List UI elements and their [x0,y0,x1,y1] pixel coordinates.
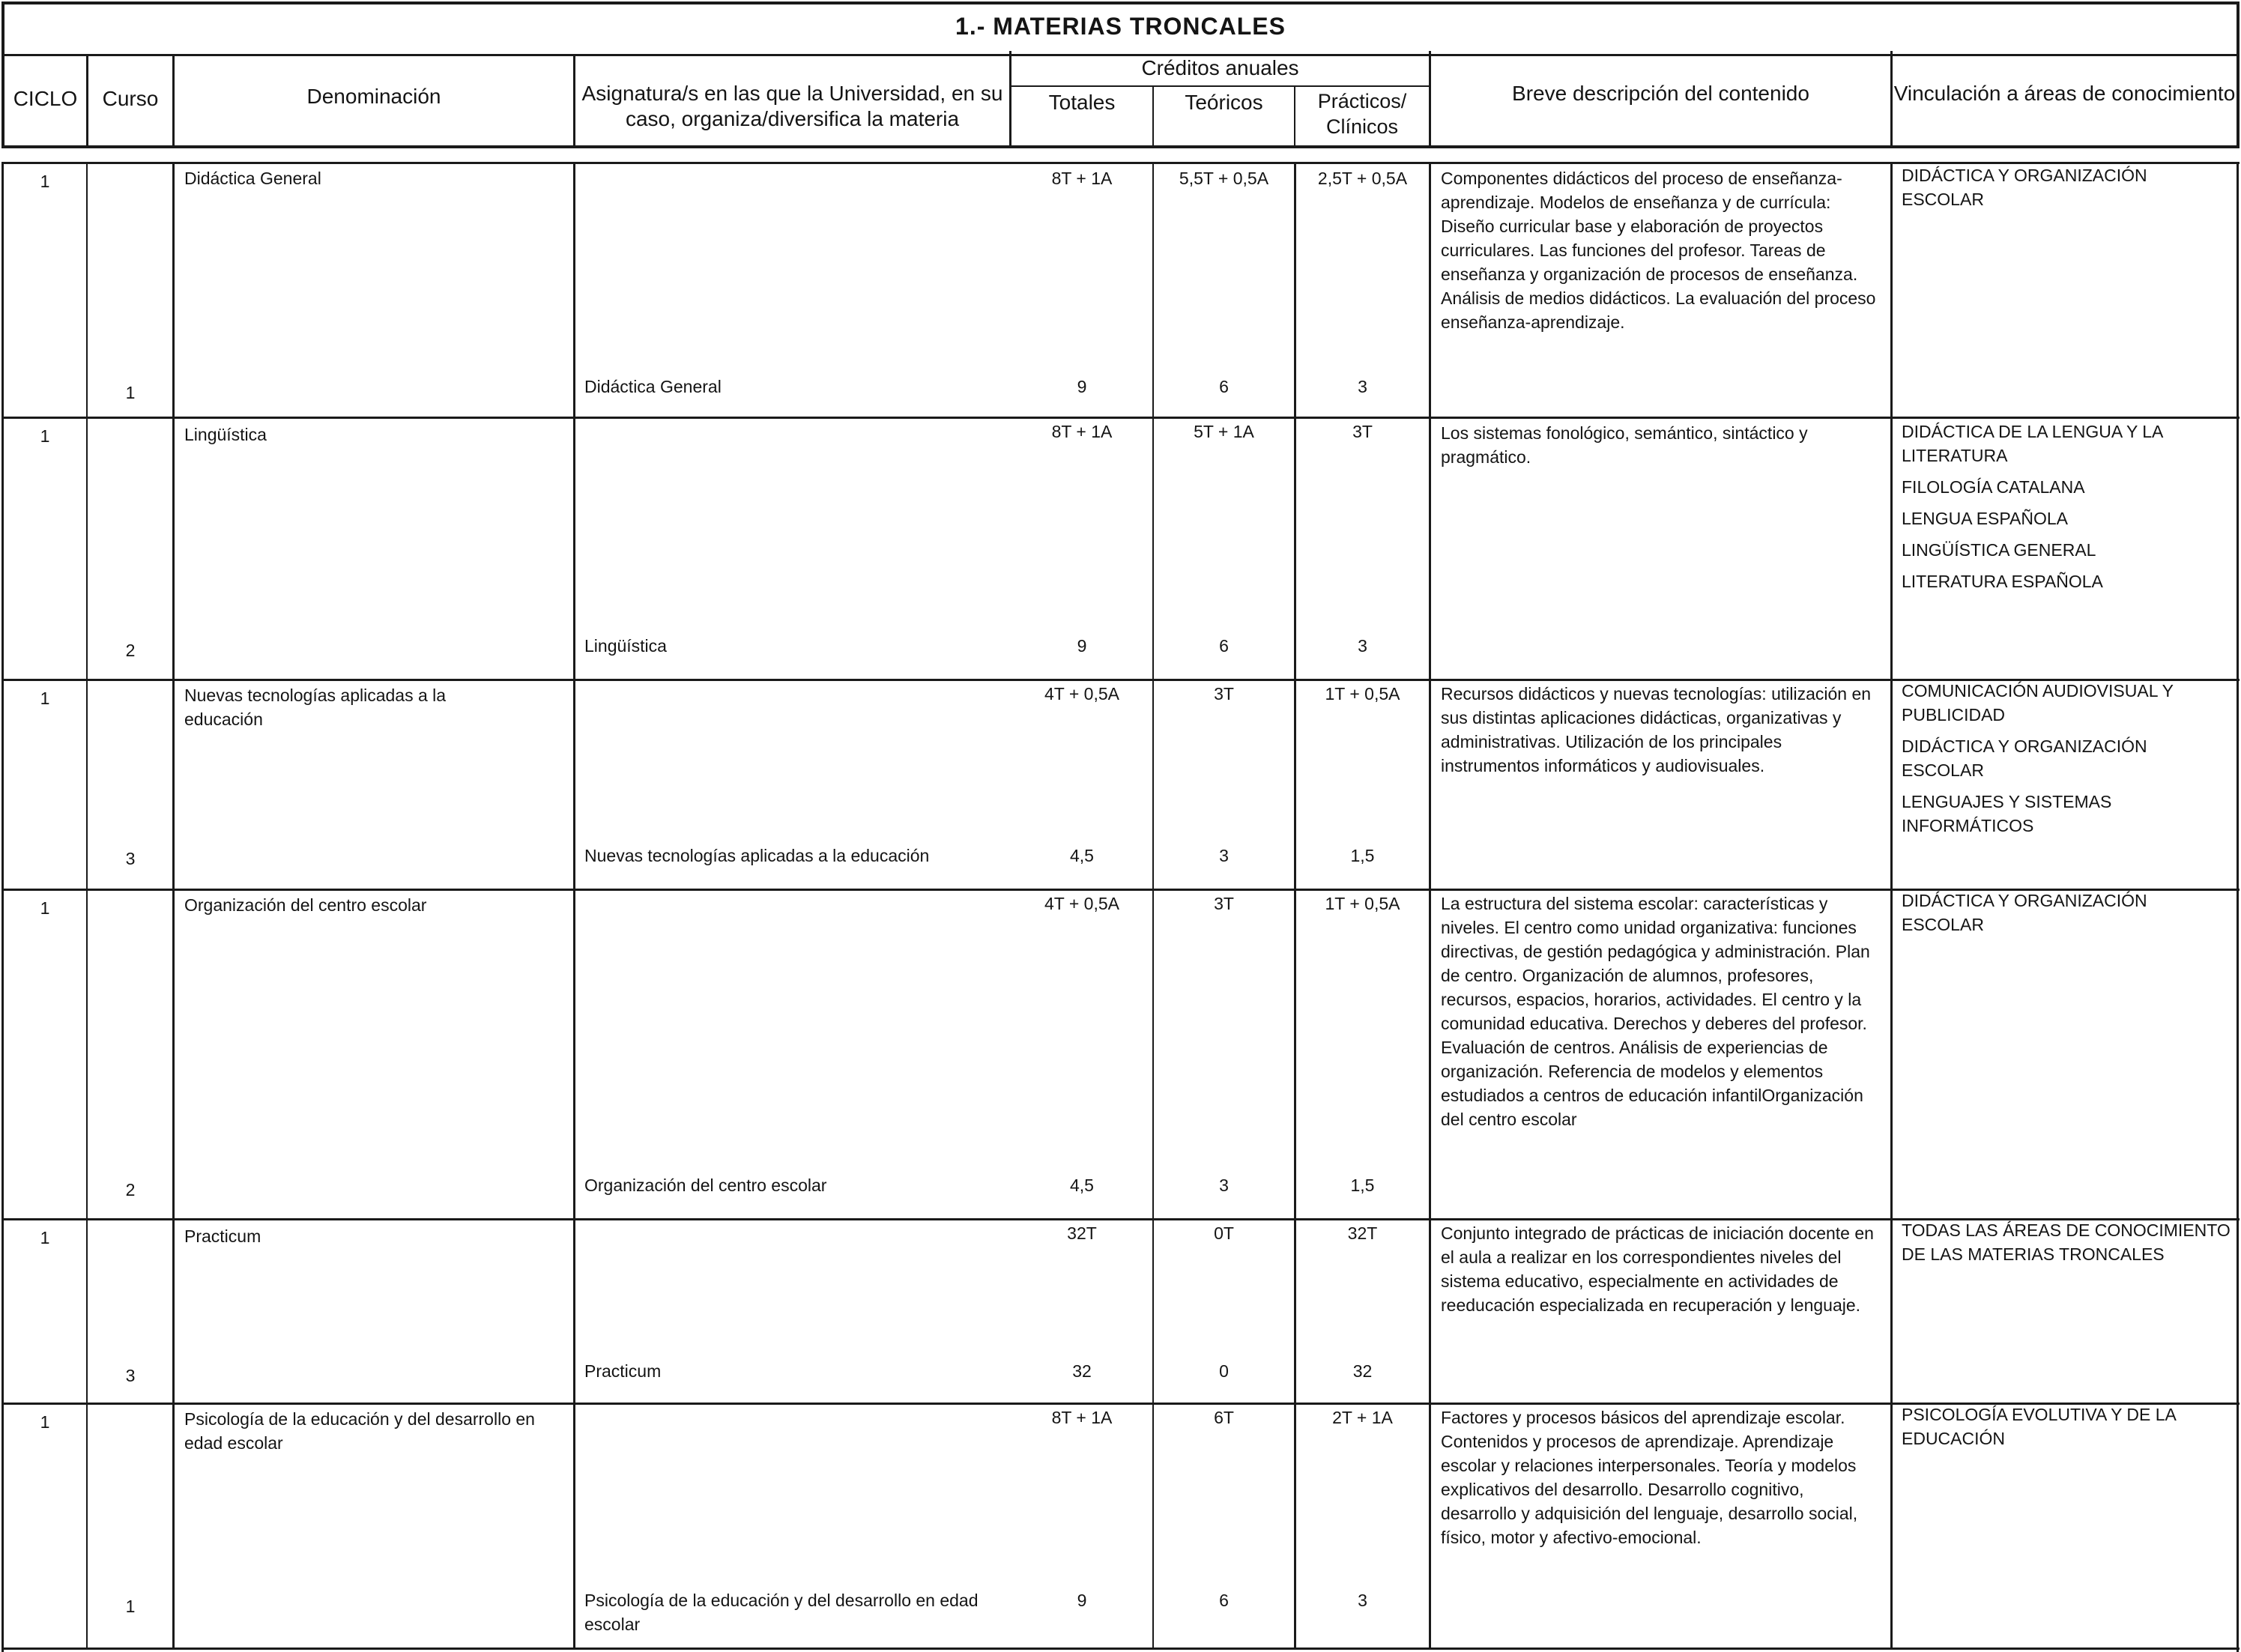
row-areas [1902,679,2231,845]
header-denominacion: Denominación [306,85,441,108]
header-ciclo: CICLO [13,87,78,110]
row-descripcion: Conjunto integrado de prácticas de iniciación docente en el aula a realizar en los correspondientes niveles del sistema educativo, especialmente en actividades de reeducación especializada en recuperación y lenguaje. [1441,1223,1874,1315]
row-asignatura: Organización del centro escolar [584,1176,827,1195]
row-practicos: 2,5T + 0,5A [1317,169,1408,188]
row-curso: 1 [125,1597,136,1616]
area-item: FILOLOGÍA CATALANA [1902,477,2085,497]
row-ciclo: 1 [40,1412,50,1432]
area-item: LENGUA ESPAÑOLA [1902,509,2068,528]
area-item: PSICOLOGÍA EVOLUTIVA Y DE LA EDUCACIÓN [1902,1405,2176,1448]
header-vinculacion: Vinculación a áreas de conocimiento [1893,82,2236,105]
row-denominacion: Psicología de la educación y del desarrollo en edad escolar [184,1409,535,1453]
row-cred-practicos: 3 [1358,636,1367,656]
row-cred-teoricos: 0 [1219,1361,1229,1381]
row-practicos: 2T + 1A [1332,1408,1393,1427]
row-descripcion: La estructura del sistema escolar: características y niveles. El centro como unidad organizativa: funciones directivas, de gestión pedagógica y administración. Plan de centro. Organización de alumnos, profesores, recursos, espacios, horarios, actividades. El centro y la comunidad educativa. Derechos y deberes del profesor. Evaluación de centros. Análisis de experiencias de organización. Referencia de modelos y elementos estudiados a centros de educación infantilOrganización del centro escolar [1441,894,1870,1129]
row-asignatura: Lingüística [584,636,667,656]
row-ciclo: 1 [40,689,50,708]
row-cred-practicos: 1,5 [1350,846,1375,865]
row-descripcion: Recursos didácticos y nuevas tecnologías: utilización en sus distintas aplicaciones didácticas, organizativas y administrativas. Utilización de los principales instrumentos informáticos y audiovisuales. [1441,684,1872,775]
row-cred-totales: 32 [1072,1361,1092,1381]
row-descripcion: Los sistemas fonológico, semántico, sintáctico y pragmático. [1441,423,1808,467]
area-item: DIDÁCTICA Y ORGANIZACIÓN ESCOLAR [1902,166,2147,209]
row-denominacion: Didáctica General [184,169,321,188]
row-teoricos: 3T [1214,894,1234,913]
row-cred-teoricos: 6 [1219,636,1229,656]
row-areas [1902,163,2231,219]
row-asignatura: Didáctica General [584,377,722,396]
header-totales: Totales [1048,91,1116,114]
row-practicos: 3T [1352,422,1373,441]
row-practicos: 32T [1347,1223,1378,1243]
row-cred-practicos: 1,5 [1350,1176,1375,1195]
row-totales: 8T + 1A [1051,1408,1113,1427]
row-denominacion: Organización del centro escolar [184,895,427,915]
row-descripcion: Factores y procesos básicos del aprendizaje escolar. Contenidos y procesos de aprendizaje. Aprendizaje escolar y relaciones interpersonales. Teoría y modelos explicativos del desarrollo. Desarrollo cognitivo, desarrollo y adquisición del lenguaje, desarrollo social, físico, motor y afectivo-emocional. [1441,1408,1858,1547]
area-item: COMUNICACIÓN AUDIOVISUAL Y PUBLICIDAD [1902,681,2174,724]
row-areas [1902,1403,2231,1458]
row-cred-totales: 4,5 [1070,846,1094,865]
row-totales: 32T [1067,1223,1097,1243]
row-ciclo: 1 [40,898,50,918]
row-curso: 1 [125,383,136,402]
row-totales: 8T + 1A [1051,169,1113,188]
row-curso: 2 [125,641,136,660]
row-cred-totales: 9 [1077,1591,1087,1610]
row-ciclo: 1 [40,172,50,191]
row-ciclo: 1 [40,426,50,446]
row-teoricos: 5,5T + 0,5A [1179,169,1269,188]
area-item: LITERATURA ESPAÑOLA [1902,572,2103,591]
area-item: DIDÁCTICA Y ORGANIZACIÓN ESCOLAR [1902,891,2147,934]
header-teoricos: Teóricos [1185,91,1263,114]
row-cred-teoricos: 6 [1219,1591,1229,1610]
row-totales: 4T + 0,5A [1044,684,1119,704]
row-cred-practicos: 3 [1358,377,1367,396]
header-asignaturas: Asignatura/s en las que la Universidad, en su caso, organiza/diversifica la materia [581,82,1003,130]
row-teoricos: 5T + 1A [1194,422,1254,441]
area-item: DIDÁCTICA Y ORGANIZACIÓN ESCOLAR [1902,736,2147,780]
row-curso: 2 [125,1180,136,1199]
row-teoricos: 6T [1214,1408,1234,1427]
row-cred-totales: 9 [1077,377,1087,396]
row-practicos: 1T + 0,5A [1325,894,1400,913]
row-cred-totales: 9 [1077,636,1087,656]
row-denominacion: Nuevas tecnologías aplicadas a la educación [184,686,447,729]
row-teoricos: 0T [1214,1223,1234,1243]
row-cred-practicos: 3 [1358,1591,1367,1610]
row-ciclo: 1 [40,1228,50,1247]
row-areas [1902,420,2231,601]
row-asignatura: Practicum [584,1361,662,1381]
row-areas [1902,889,2231,944]
area-item: TODAS LAS ÁREAS DE CONOCIMIENTO DE LAS MATERIAS TRONCALES [1902,1220,2231,1264]
header-curso: Curso [102,87,159,110]
header-creditos: Créditos anuales [1141,56,1299,79]
row-asignatura: Nuevas tecnologías aplicadas a la educación [584,846,930,865]
row-descripcion: Componentes didácticos del proceso de enseñanza-aprendizaje. Modelos de enseñanza y de currícula: Diseño curricular base y elaboración de proyectos curriculares. Las funciones del profesor. Tareas de enseñanza y organización de procesos de enseñanza. Análisis de medios didácticos. La evaluación del proceso enseñanza-aprendizaje. [1441,169,1876,332]
header-practicos: Prácticos/ Clínicos [1317,90,1407,138]
row-totales: 8T + 1A [1051,422,1113,441]
row-denominacion: Practicum [184,1226,261,1246]
row-denominacion: Lingüística [184,425,267,444]
area-item: LENGUAJES Y SISTEMAS INFORMÁTICOS [1902,792,2112,835]
row-asignatura: Psicología de la educación y del desarrollo en edad escolar [584,1591,979,1634]
page-title: 1.- MATERIAS TRONCALES [955,13,1286,40]
header-descripcion: Breve descripción del contenido [1512,82,1809,105]
area-item: LINGÜÍSTICA GENERAL [1902,540,2096,560]
row-cred-totales: 4,5 [1070,1176,1094,1195]
row-curso: 3 [125,1366,136,1385]
row-areas [1902,1218,2231,1274]
row-cred-teoricos: 6 [1219,377,1229,396]
row-cred-teoricos: 3 [1219,1176,1229,1195]
row-teoricos: 3T [1214,684,1234,704]
area-item: DIDÁCTICA DE LA LENGUA Y LA LITERATURA [1902,422,2163,465]
row-cred-practicos: 32 [1352,1361,1373,1381]
row-curso: 3 [125,849,136,868]
row-practicos: 1T + 0,5A [1325,684,1400,704]
row-totales: 4T + 0,5A [1044,894,1119,913]
row-cred-teoricos: 3 [1219,846,1229,865]
